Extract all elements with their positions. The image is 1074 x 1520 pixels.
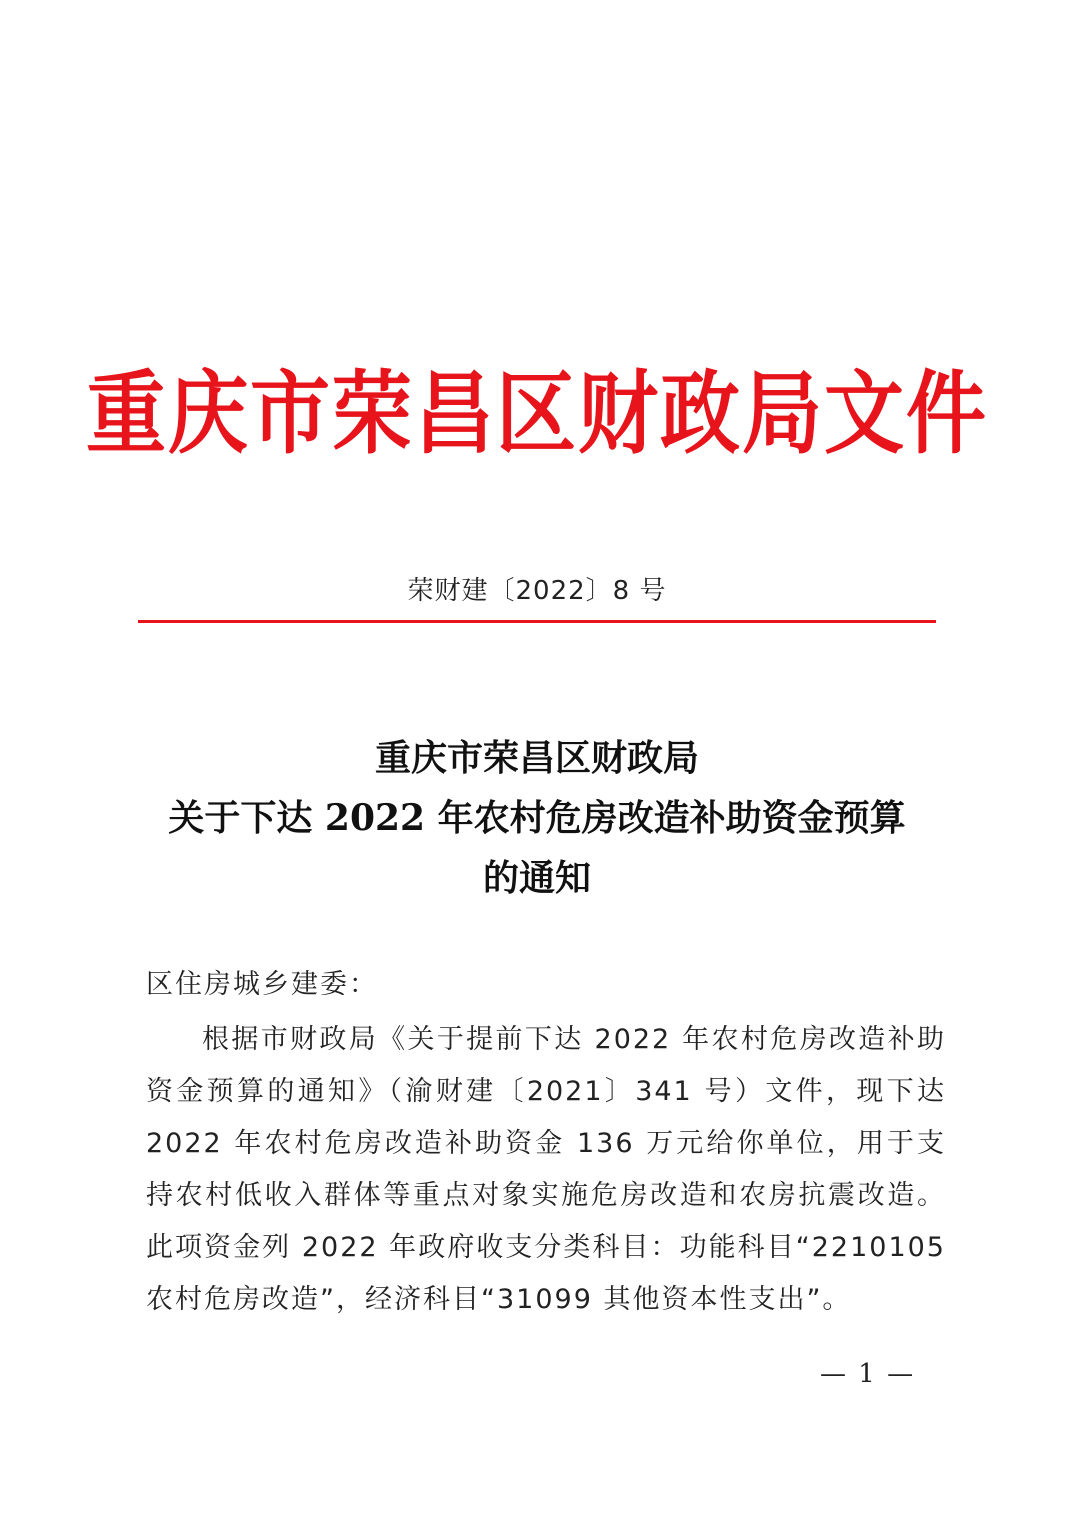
notice-title-line-1: 重庆市荣昌区财政局 (374, 737, 699, 779)
body-paragraph: 根据市财政局《关于提前下达 2022 年农村危房改造补助资金预算的通知》（渝财建〔2021〕341 号）文件，现下达 2022 年农村危房改造补助资金 136 万元给你单位，用于支持农村低收入群体等重点对象实施危房改造和农房抗震改造。此项资金列 2022 年政府收支分类科目：功能科目“2210105 农村危房改造”，经济科目“31099 其他资本性支出”。 (146, 1024, 946, 1315)
notice-title (0, 728, 1074, 908)
document-number: 荣财建〔2022〕8 号 (407, 576, 667, 606)
page-number: — 1 — (820, 1359, 916, 1389)
notice-title-line-3: 的通知 (482, 857, 591, 899)
notice-title-line-2: 关于下达 2022 年农村危房改造补助资金预算 (168, 797, 906, 839)
addressee: 区住房城乡建委： (146, 969, 378, 1000)
issuer-header-title: 重庆市荣昌区财政局文件 (86, 360, 988, 466)
red-separator-line (138, 620, 936, 623)
